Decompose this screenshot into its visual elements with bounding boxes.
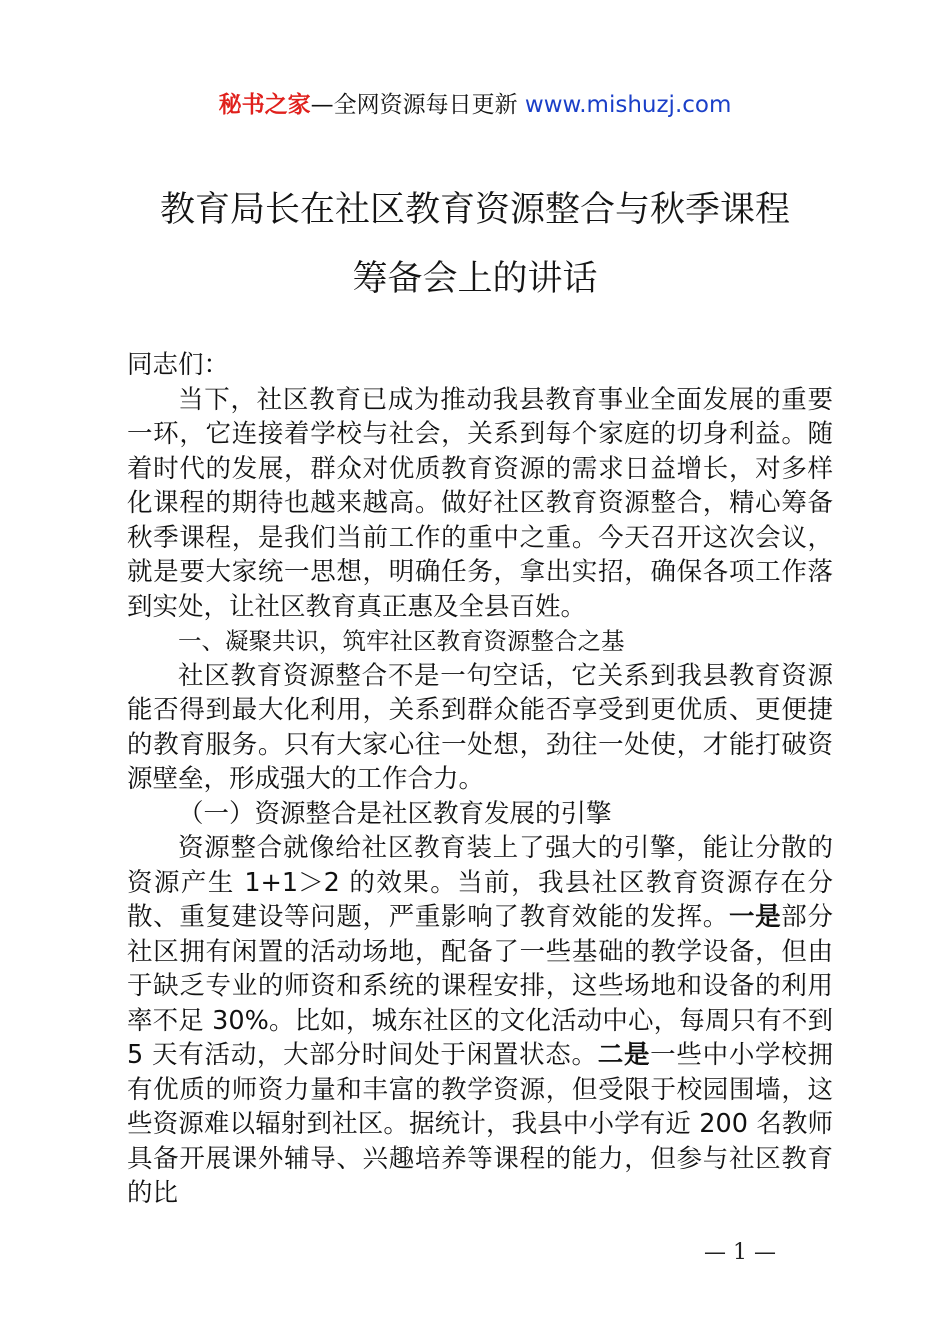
subsection-heading-1: （一）资源整合是社区教育发展的引擎 (178, 798, 612, 829)
document-title-line-1: 教育局长在社区教育资源整合与秋季课程 (159, 190, 790, 230)
point-label-1: 一是 (728, 902, 782, 932)
document-body (127, 348, 833, 1211)
paragraph-text: 资源整合就像给社区教育装上了强大的引擎，能让分散的资源产生 1+1＞2 的效果。当前，我县社区教育资源存在分散、重复建设等问题，严重影响了教育效能的发挥。 (127, 833, 833, 932)
subsection-1-paragraph (127, 831, 833, 1211)
brand-name: 秘书之家 (218, 92, 311, 118)
intro-paragraph: 当下，社区教育已成为推动我县教育事业全面发展的重要一环，它连接着学校与社会，关系到每个家庭的切身利益。随着时代的发展，群众对优质教育资源的需求日益增长，对多样化课程的期待也越来越高。做好社区教育资源整合，精心筹备秋季课程，是我们当前工作的重中之重。今天召开这次会议，就是要大家统一思想，明确任务，拿出实招，确保各项工作落到实处，让社区教育真正惠及全县百姓。 (127, 384, 833, 622)
section-1-paragraph: 社区教育资源整合不是一句空话，它关系到我县教育资源能否得到最大化利用，关系到群众能否享受到更优质、更便捷的教育服务。只有大家心往一处想，劲往一处使，才能打破资源壁垒，形成强大的工作合力。 (127, 660, 833, 794)
banner-url[interactable]: www.mishuzj.com (524, 92, 732, 118)
site-banner (0, 88, 950, 122)
section-heading-1: 一、凝聚共识，筑牢社区教育资源整合之基 (178, 627, 625, 655)
document-title-line-2: 筹备会上的讲话 (352, 259, 598, 299)
point-label-2: 二是 (597, 1040, 651, 1070)
paragraph-text: 一些中小学校拥有优质的师资力量和丰富的教学资源，但受限于校园围墙，这些资源难以辐射到社区。据统计，我县中小学有近 200 名教师具备开展课外辅导、兴趣培养等课程的能力，但参与社区教育的比 (127, 1040, 833, 1208)
banner-tagline: —全网资源每日更新 (310, 92, 525, 118)
page-number: — 1 — (704, 1240, 776, 1265)
salutation: 同志们： (127, 350, 230, 380)
paragraph-text: 部分社区拥有闲置的活动场地，配备了一些基础的教学设备，但由于缺乏专业的师资和系统的课程安排，这些场地和设备的利用率不足 30%。比如，城东社区的文化活动中心，每周只有不到 5 天有活动，大部分时间处于闲置状态。 (127, 902, 833, 1070)
